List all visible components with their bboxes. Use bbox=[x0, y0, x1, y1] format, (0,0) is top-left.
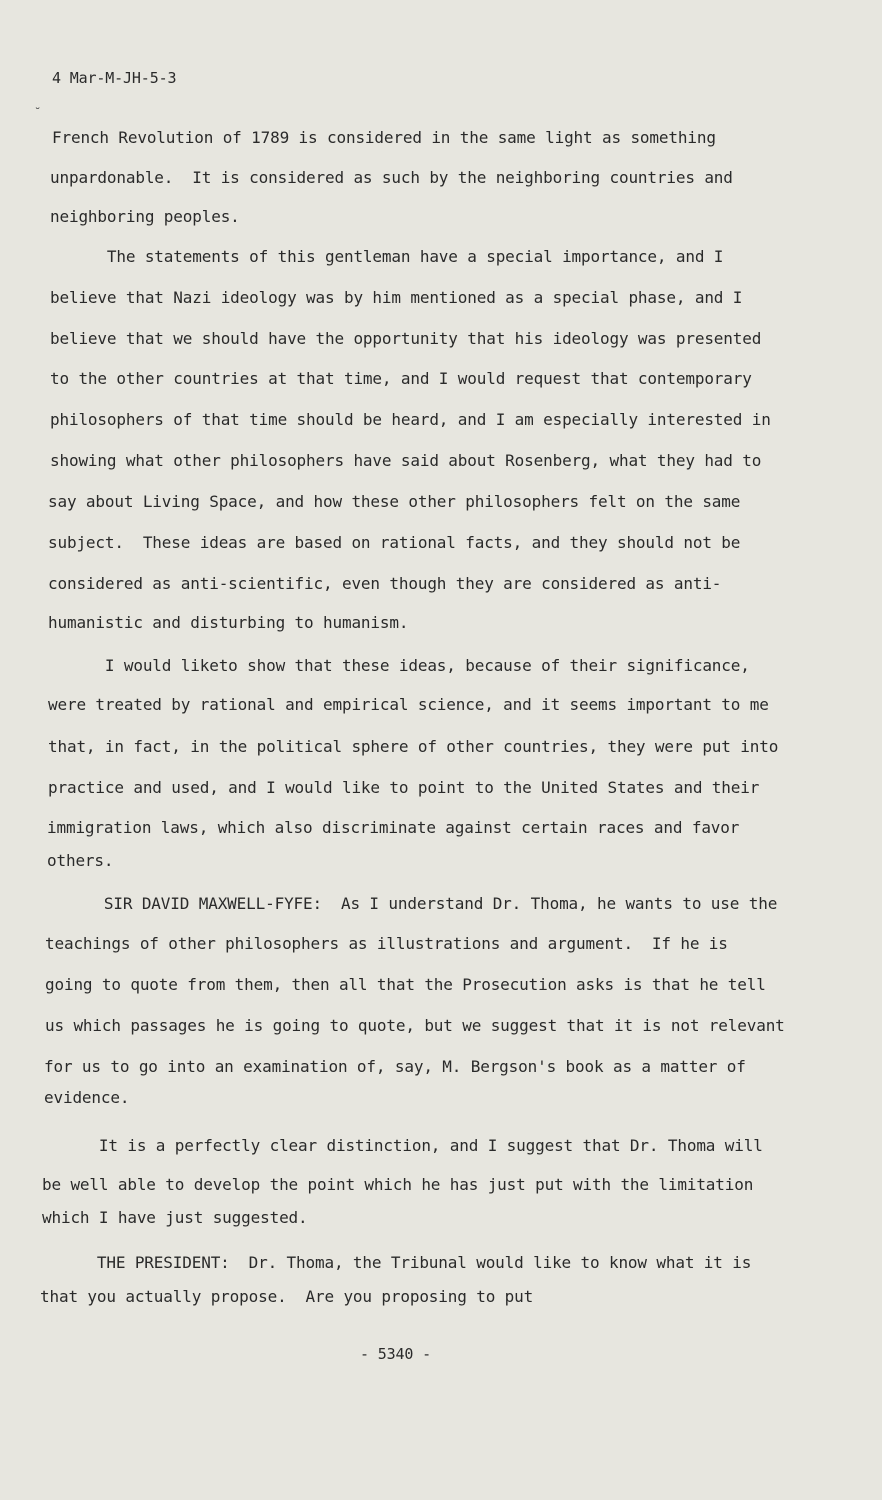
text-line: evidence. bbox=[44, 1088, 130, 1107]
text-line: which I have just suggested. bbox=[42, 1208, 308, 1227]
text-line: philosophers of that time should be heard, and I am especially interested in bbox=[50, 410, 771, 429]
text-line: showing what other philosophers have said about Rosenberg, what they had to bbox=[50, 451, 762, 470]
page-number: - 5340 - bbox=[360, 1345, 432, 1363]
text-line: that, in fact, in the political sphere of other countries, they were put into bbox=[48, 737, 779, 756]
text-line: It is a perfectly clear distinction, and I suggest that Dr. Thoma will bbox=[42, 1136, 763, 1155]
text-line: going to quote from them, then all that the Prosecution asks is that he tell bbox=[45, 975, 766, 994]
text-line: teachings of other philosophers as illustrations and argument. If he is bbox=[45, 934, 728, 953]
text-line: neighboring peoples. bbox=[50, 207, 240, 226]
text-line: French Revolution of 1789 is considered in the same light as something bbox=[52, 128, 716, 147]
document-header: 4 Mar-M-JH-5-3 bbox=[52, 69, 177, 87]
text-line: us which passages he is going to quote, but we suggest that it is not relevant bbox=[45, 1016, 785, 1035]
text-line: SIR DAVID MAXWELL-FYFE: As I understand Dr. Thoma, he wants to use the bbox=[47, 894, 778, 913]
text-line: immigration laws, which also discriminate against certain races and favor bbox=[47, 818, 740, 837]
text-line: practice and used, and I would like to point to the United States and their bbox=[48, 778, 760, 797]
text-line: unpardonable. It is considered as such by the neighboring countries and bbox=[50, 168, 733, 187]
text-line: considered as anti-scientific, even though they are considered as anti- bbox=[48, 574, 722, 593]
text-line: THE PRESIDENT: Dr. Thoma, the Tribunal would like to know what it is bbox=[40, 1253, 752, 1272]
text-line: that you actually propose. Are you proposing to put bbox=[40, 1287, 534, 1306]
text-line: were treated by rational and empirical science, and it seems important to me bbox=[48, 695, 769, 714]
margin-mark-icon: ˘ bbox=[34, 106, 42, 120]
text-line: subject. These ideas are based on rational facts, and they should not be bbox=[48, 533, 741, 552]
text-line: be well able to develop the point which he has just put with the limitation bbox=[42, 1175, 754, 1194]
text-line: believe that Nazi ideology was by him mentioned as a special phase, and I bbox=[50, 288, 743, 307]
text-line: believe that we should have the opportunity that his ideology was presented bbox=[50, 329, 762, 348]
text-line: say about Living Space, and how these other philosophers felt on the same bbox=[48, 492, 741, 511]
text-line: for us to go into an examination of, say, M. Bergson's book as a matter of bbox=[44, 1057, 746, 1076]
text-line: humanistic and disturbing to humanism. bbox=[48, 613, 409, 632]
text-line: The statements of this gentleman have a special importance, and I bbox=[50, 247, 724, 266]
text-line: to the other countries at that time, and I would request that contemporary bbox=[50, 369, 752, 388]
text-line: others. bbox=[47, 851, 114, 870]
text-line: I would liketo show that these ideas, because of their significance, bbox=[48, 656, 750, 675]
